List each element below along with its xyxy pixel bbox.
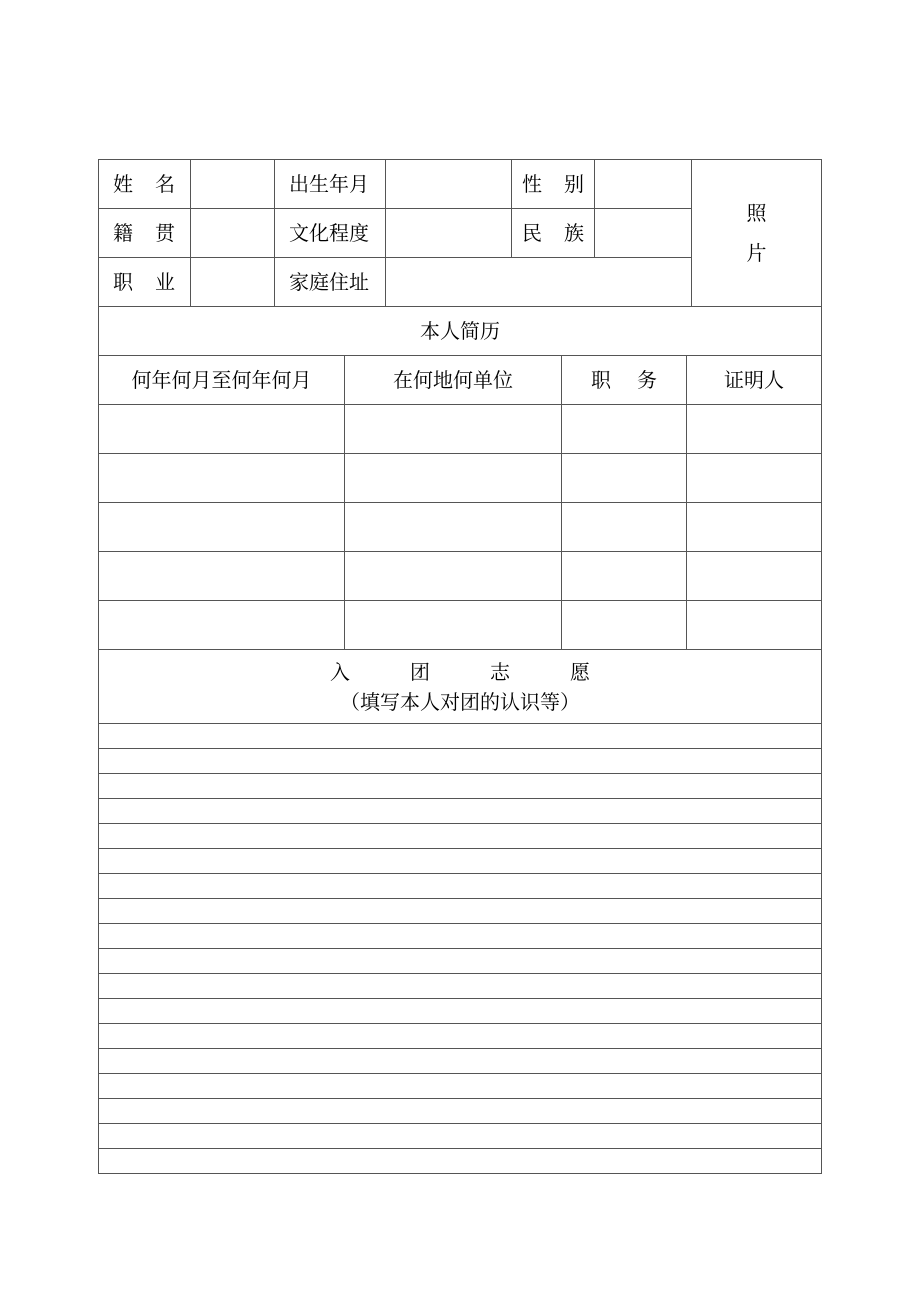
name-label: 姓 名 [98,159,191,209]
photo-label-1: 照 [746,201,767,225]
writing-line[interactable] [98,1098,822,1124]
writing-line[interactable] [98,873,822,899]
occupation-label: 职 业 [98,257,191,307]
resume-row-4-witness[interactable] [686,551,822,601]
application-section-header [98,649,822,724]
ethnicity-label: 民 族 [511,208,595,258]
resume-row-2-post[interactable] [561,453,687,503]
gender-field[interactable] [594,159,692,209]
writing-line[interactable] [98,923,822,949]
resume-row-5-witness[interactable] [686,600,822,650]
writing-line[interactable] [98,848,822,874]
resume-row-3-period[interactable] [98,502,345,552]
writing-line[interactable] [98,1073,822,1099]
resume-row-5-period[interactable] [98,600,345,650]
ethnicity-field[interactable] [594,208,692,258]
writing-line[interactable] [98,748,822,774]
writing-line[interactable] [98,1123,822,1149]
writing-line[interactable] [98,998,822,1024]
native-place-label: 籍 贯 [98,208,191,258]
resume-section-title: 本人简历 [98,306,822,356]
resume-header-witness: 证明人 [686,355,822,405]
resume-row-1-post[interactable] [561,404,687,454]
occupation-field[interactable] [190,257,275,307]
resume-row-3-witness[interactable] [686,502,822,552]
resume-row-5-unit[interactable] [344,600,562,650]
resume-row-2-period[interactable] [98,453,345,503]
writing-line[interactable] [98,823,822,849]
resume-row-4-period[interactable] [98,551,345,601]
birth-date-label: 出生年月 [274,159,386,209]
writing-line[interactable] [98,898,822,924]
birth-date-field[interactable] [385,159,512,209]
application-subtitle: （填写本人对团的认识等） [340,689,580,714]
writing-line[interactable] [98,948,822,974]
resume-row-4-post[interactable] [561,551,687,601]
name-field[interactable] [190,159,275,209]
resume-row-5-post[interactable] [561,600,687,650]
resume-row-3-post[interactable] [561,502,687,552]
resume-header-unit: 在何地何单位 [344,355,562,405]
writing-line[interactable] [98,798,822,824]
photo-box[interactable] [691,159,822,307]
gender-label: 性 别 [511,159,595,209]
native-place-field[interactable] [190,208,275,258]
resume-row-2-witness[interactable] [686,453,822,503]
application-title: 入 团 志 愿 [330,659,590,684]
resume-row-2-unit[interactable] [344,453,562,503]
resume-row-1-period[interactable] [98,404,345,454]
writing-line[interactable] [98,973,822,999]
home-address-field[interactable] [385,257,692,307]
education-field[interactable] [385,208,512,258]
home-address-label: 家庭住址 [274,257,386,307]
writing-line[interactable] [98,773,822,799]
resume-row-1-witness[interactable] [686,404,822,454]
writing-line[interactable] [98,1148,822,1174]
writing-line[interactable] [98,1048,822,1074]
education-label: 文化程度 [274,208,386,258]
writing-line[interactable] [98,723,822,749]
resume-header-period: 何年何月至何年何月 [98,355,345,405]
writing-line[interactable] [98,1023,822,1049]
photo-label-2: 片 [746,241,767,265]
resume-row-3-unit[interactable] [344,502,562,552]
resume-row-4-unit[interactable] [344,551,562,601]
resume-header-post: 职 务 [561,355,687,405]
resume-row-1-unit[interactable] [344,404,562,454]
